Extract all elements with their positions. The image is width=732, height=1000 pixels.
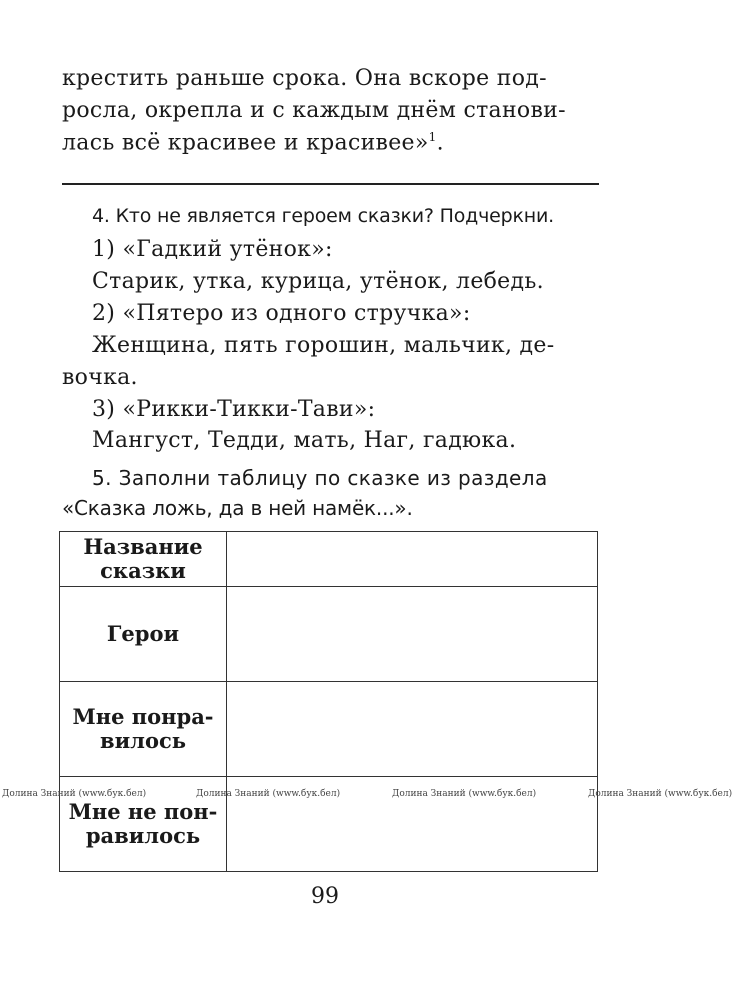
task4-item3-answer: Мангуст, Тедди, мать, Наг, гадюка.	[92, 428, 517, 453]
table-row	[60, 587, 598, 682]
table-label-cell	[60, 532, 227, 587]
label-line2: вилось	[99, 728, 187, 753]
task4-item1-answer: Старик, утка, курица, утёнок, лебедь.	[92, 269, 544, 294]
watermark-2: Долина Знаний (www.бук.бел)	[196, 789, 341, 799]
table-answer-cell[interactable]	[227, 682, 598, 777]
label-line2: сказки	[100, 558, 186, 583]
task4-item2-title: 2) «Пятеро из одного стручка»:	[92, 301, 471, 326]
label-line1: Герои	[106, 621, 180, 646]
watermark-3: Долина Знаний (www.бук.бел)	[392, 789, 537, 799]
table-label-cell	[60, 587, 227, 682]
section-divider	[62, 183, 599, 185]
intro-line-3-end: .	[436, 130, 444, 156]
intro-line-3-text: лась всё красивее и красивее»	[62, 130, 429, 156]
intro-line-1: крестить раньше срока. Она вскоре под-	[62, 66, 547, 91]
footnote-mark: 1	[428, 130, 437, 144]
task5-heading-line1: 5. Заполни таблицу по сказке из раздела	[92, 466, 548, 490]
watermark-1: Долина Знаний (www.бук.бел)	[2, 789, 147, 799]
intro-line-2: росла, окрепла и с каждым днём станови-	[62, 98, 566, 123]
label-line1: Мне понра-	[72, 704, 214, 729]
page-number: 99	[311, 884, 339, 909]
task4-item3-title: 3) «Рикки-Тикки-Тави»:	[92, 397, 376, 422]
task5-heading-line2: «Сказка ложь, да в ней намёк...».	[62, 496, 413, 520]
label-line1: Мне не пон-	[68, 799, 218, 824]
task4-item2-answer-line1: Женщина, пять горошин, мальчик, де-	[92, 333, 555, 358]
task4-heading: 4. Кто не является героем сказки? Подчеркни.	[92, 205, 554, 227]
watermark-4: Долина Знаний (www.бук.бел)	[588, 789, 732, 799]
task4-item2-answer-line2: вочка.	[62, 365, 138, 390]
table-answer-cell[interactable]	[227, 587, 598, 682]
intro-line-3	[62, 130, 444, 155]
table-row	[60, 532, 598, 587]
table-answer-cell[interactable]	[227, 532, 598, 587]
label-line1: Название	[83, 534, 203, 559]
table-label-cell	[60, 682, 227, 777]
story-table	[59, 531, 598, 872]
label-line2: равилось	[85, 823, 201, 848]
task4-item1-title: 1) «Гадкий утёнок»:	[92, 237, 333, 262]
table-row	[60, 682, 598, 777]
